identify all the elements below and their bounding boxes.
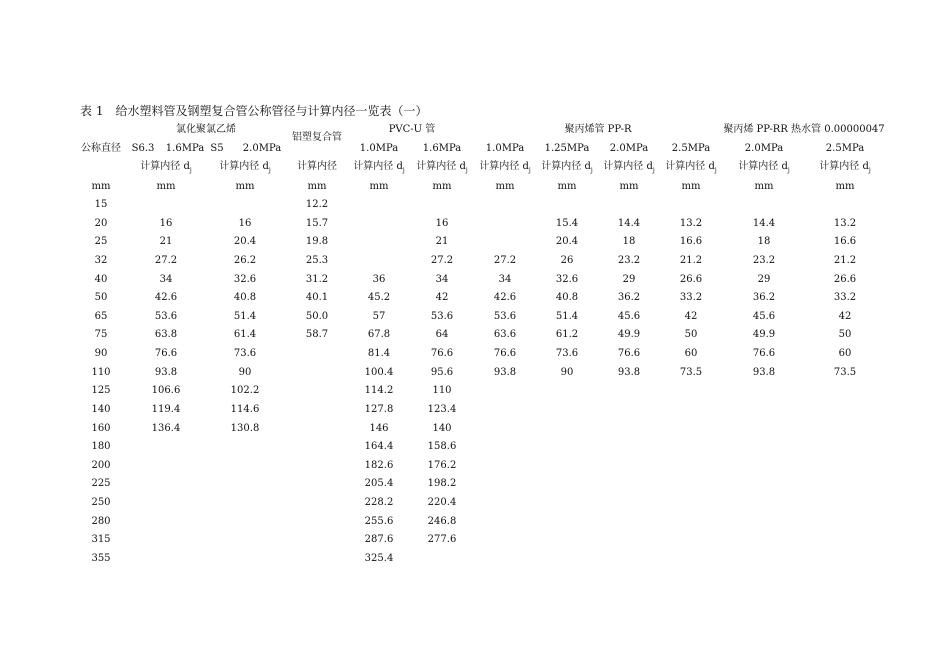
calc-header-plain: 计算内径 xyxy=(297,161,337,172)
table-cell: 95.6 xyxy=(430,366,454,378)
table-cell: 29 xyxy=(757,273,771,285)
table-cell: 16.6 xyxy=(679,236,703,248)
calc-header-label: 计算内径 d xyxy=(819,161,869,172)
table-cell: 73.5 xyxy=(833,366,857,378)
table-cell: 76.6 xyxy=(752,348,776,359)
table-cell: 127.8 xyxy=(364,403,394,415)
table-cell: 36.2 xyxy=(752,292,776,304)
table-cell: 21 xyxy=(435,236,449,248)
table-cell: 58.7 xyxy=(305,329,329,341)
table-cell: 27.2 xyxy=(493,254,517,266)
header-pvcu: PVC-U 管 xyxy=(388,124,436,135)
table-cell: 73.6 xyxy=(233,348,257,359)
table-cell: 158.6 xyxy=(427,441,457,453)
table-cell: 40.1 xyxy=(305,292,329,304)
header-nominal-diameter: 公称直径 xyxy=(81,143,121,154)
table-cell: 45.6 xyxy=(752,310,776,322)
calc-header xyxy=(541,161,592,177)
table-cell: 32.6 xyxy=(555,273,579,285)
table-cell: 90 xyxy=(560,366,574,378)
nominal-diameter-cell: 75 xyxy=(94,329,108,341)
unit-cell: mm xyxy=(681,181,701,192)
table-cell: 205.4 xyxy=(364,478,394,490)
header-ppr-2-5mpa: 2.5MPa xyxy=(671,143,711,154)
table-cell: 51.4 xyxy=(233,310,257,322)
table-cell: 61.4 xyxy=(233,329,257,341)
table-cell: 53.6 xyxy=(430,310,454,322)
table-cell: 27.2 xyxy=(154,254,178,266)
nominal-diameter-cell: 65 xyxy=(94,310,108,322)
table-cell: 60 xyxy=(838,348,852,359)
calc-header xyxy=(479,161,530,177)
calc-header-subscript: j xyxy=(714,167,717,174)
header-ppr: 聚丙烯管 PP-R xyxy=(564,124,632,135)
table-caption: 表 1 给水塑料管及钢塑复合管公称管径与计算内径一览表（一） xyxy=(80,104,428,118)
table-cell: 198.2 xyxy=(427,478,457,490)
table-cell: 45.2 xyxy=(367,292,391,304)
table-cell: 76.6 xyxy=(154,348,178,359)
header-cpvc-2-0mpa: 2.0MPa xyxy=(242,143,282,154)
header-ppr-1-0mpa: 1.0MPa xyxy=(485,143,525,154)
table-cell: 31.2 xyxy=(305,273,329,285)
table-cell: 50 xyxy=(684,329,698,341)
table-cell: 93.8 xyxy=(154,366,178,378)
table-cell: 34 xyxy=(159,273,173,285)
table-cell: 93.8 xyxy=(617,366,641,378)
table-cell: 255.6 xyxy=(364,515,394,527)
nominal-diameter-cell: 40 xyxy=(94,273,108,285)
table-cell: 16 xyxy=(435,217,449,229)
table-cell: 16 xyxy=(238,217,252,229)
table-cell: 18 xyxy=(757,236,771,248)
table-cell: 21.2 xyxy=(833,254,857,266)
table-cell: 21.2 xyxy=(679,254,703,266)
table-cell: 57 xyxy=(372,310,386,322)
table-cell: 102.2 xyxy=(230,385,260,397)
table-cell: 81.4 xyxy=(367,348,391,359)
table-cell: 45.6 xyxy=(617,310,641,322)
header-pprr-2-5mpa: 2.5MPa xyxy=(825,143,865,154)
table-cell: 176.2 xyxy=(427,459,457,471)
calc-header-subscript: j xyxy=(189,167,192,174)
nominal-diameter-cell: 315 xyxy=(91,534,111,546)
nominal-diameter-cell: 20 xyxy=(94,217,108,229)
table-cell: 21 xyxy=(159,236,173,248)
header-pprr: 聚丙烯 PP-RR 热水管 0.00000047 xyxy=(723,124,885,135)
table-cell: 49.9 xyxy=(752,329,776,341)
nominal-diameter-cell: 110 xyxy=(91,366,111,378)
nominal-diameter-cell: 200 xyxy=(91,459,111,471)
header-s5: S5 xyxy=(210,143,224,154)
table-cell: 13.2 xyxy=(679,217,703,229)
table-cell: 63.6 xyxy=(493,329,517,341)
calc-header-label: 计算内径 d xyxy=(541,161,591,172)
calc-header xyxy=(665,161,716,177)
table-cell: 287.6 xyxy=(364,534,394,546)
table-cell: 114.2 xyxy=(364,385,394,397)
table-cell: 14.4 xyxy=(752,217,776,229)
header-aluminum-plastic: 铝塑复合管 xyxy=(292,132,342,143)
unit-cell: mm xyxy=(156,181,176,192)
table-cell: 15.4 xyxy=(555,217,579,229)
table-cell: 12.2 xyxy=(305,199,329,210)
table-cell: 106.6 xyxy=(151,385,181,397)
table-cell: 50 xyxy=(838,329,852,341)
table-cell: 93.8 xyxy=(493,366,517,378)
unit-cell: mm xyxy=(754,181,774,192)
table-cell: 114.6 xyxy=(230,403,260,415)
table-cell: 61.2 xyxy=(555,329,579,341)
table-cell: 136.4 xyxy=(151,422,181,434)
calc-header-subscript: j xyxy=(590,167,593,174)
table-cell: 23.2 xyxy=(752,254,776,266)
table-cell: 73.5 xyxy=(679,366,703,378)
table-cell: 18 xyxy=(622,236,636,248)
table-cell: 51.4 xyxy=(555,310,579,322)
table-cell: 90 xyxy=(238,366,252,378)
table-cell: 110 xyxy=(432,385,452,397)
table-cell: 140 xyxy=(432,422,452,434)
calc-header xyxy=(219,161,270,177)
calc-header-subscript: j xyxy=(868,167,871,174)
table-cell: 123.4 xyxy=(427,403,457,415)
table-cell: 164.4 xyxy=(364,441,394,453)
table-cell: 100.4 xyxy=(364,366,394,378)
table-cell: 34 xyxy=(435,273,449,285)
calc-header-label: 计算内径 d xyxy=(665,161,715,172)
table-cell: 42 xyxy=(435,292,449,304)
table-cell: 49.9 xyxy=(617,329,641,341)
table-cell: 32.6 xyxy=(233,273,257,285)
table-cell: 33.2 xyxy=(679,292,703,304)
calc-header xyxy=(416,161,467,177)
table-cell: 29 xyxy=(622,273,636,285)
nominal-diameter-cell: 125 xyxy=(91,385,111,397)
calc-header-subscript: j xyxy=(787,167,790,174)
table-cell: 25.3 xyxy=(305,254,329,266)
nominal-diameter-cell: 180 xyxy=(91,441,111,453)
table-cell: 64 xyxy=(435,329,449,341)
unit-cell: mm xyxy=(369,181,389,192)
calc-header xyxy=(738,161,789,177)
table-cell: 277.6 xyxy=(427,534,457,546)
header-pvcu-1-6mpa: 1.6MPa xyxy=(422,143,462,154)
table-cell: 14.4 xyxy=(617,217,641,229)
table-cell: 15.7 xyxy=(305,217,329,229)
table-cell: 76.6 xyxy=(430,348,454,359)
table-cell: 20.4 xyxy=(233,236,257,248)
nominal-diameter-cell: 280 xyxy=(91,515,111,527)
table-cell: 36.2 xyxy=(617,292,641,304)
table-cell: 119.4 xyxy=(151,403,181,415)
table-cell: 246.8 xyxy=(427,515,457,527)
calc-header-label: 计算内径 d xyxy=(219,161,269,172)
nominal-diameter-cell: 25 xyxy=(94,236,108,248)
nominal-diameter-cell: 15 xyxy=(94,199,108,210)
table-cell: 40.8 xyxy=(555,292,579,304)
table-cell: 20.4 xyxy=(555,236,579,248)
table-cell: 228.2 xyxy=(364,497,394,509)
table-cell: 182.6 xyxy=(364,459,394,471)
calc-header-subscript: j xyxy=(268,167,271,174)
nominal-diameter-cell: 355 xyxy=(91,553,111,564)
header-pvcu-1-0mpa: 1.0MPa xyxy=(359,143,399,154)
table-cell: 26.2 xyxy=(233,254,257,266)
calc-header xyxy=(140,161,191,177)
calc-header-subscript: j xyxy=(528,167,531,174)
nominal-diameter-cell: 160 xyxy=(91,422,111,434)
unit-cell: mm xyxy=(432,181,452,192)
table-cell: 26.6 xyxy=(679,273,703,285)
table-cell: 220.4 xyxy=(427,497,457,509)
table-cell: 26.6 xyxy=(833,273,857,285)
table-cell: 325.4 xyxy=(364,553,394,564)
calc-header-label: 计算内径 d xyxy=(479,161,529,172)
table-cell: 27.2 xyxy=(430,254,454,266)
unit-cell: mm xyxy=(619,181,639,192)
nominal-diameter-cell: 140 xyxy=(91,403,111,415)
table-cell: 19.8 xyxy=(305,236,329,248)
table-cell: 93.8 xyxy=(752,366,776,378)
nominal-diameter-cell: 225 xyxy=(91,478,111,490)
nominal-diameter-cell: 32 xyxy=(94,254,108,266)
table-cell: 53.6 xyxy=(154,310,178,322)
nominal-diameter-cell: 250 xyxy=(91,497,111,509)
unit-cell: mm xyxy=(557,181,577,192)
table-cell: 16.6 xyxy=(833,236,857,248)
header-ppr-1-25mpa: 1.25MPa xyxy=(544,143,590,154)
unit-cell: mm xyxy=(835,181,855,192)
table-cell: 13.2 xyxy=(833,217,857,229)
table-cell: 63.8 xyxy=(154,329,178,341)
calc-header xyxy=(819,161,870,177)
nominal-diameter-cell: 50 xyxy=(94,292,108,304)
calc-header-subscript: j xyxy=(652,167,655,174)
table-cell: 34 xyxy=(498,273,512,285)
table-cell: 130.8 xyxy=(230,422,260,434)
table-cell: 36 xyxy=(372,273,386,285)
unit-cell: mm xyxy=(307,181,327,192)
table-cell: 50.0 xyxy=(305,310,329,322)
calc-header xyxy=(353,161,404,177)
calc-header xyxy=(603,161,654,177)
calc-header-label: 计算内径 d xyxy=(738,161,788,172)
table-cell: 42.6 xyxy=(154,292,178,304)
table-cell: 76.6 xyxy=(617,348,641,359)
table-cell: 67.8 xyxy=(367,329,391,341)
header-s63: S6.3 xyxy=(131,143,155,154)
unit-cell: mm xyxy=(91,181,111,192)
calc-header-label: 计算内径 d xyxy=(140,161,190,172)
header-cpvc: 氯化聚氯乙烯 xyxy=(176,124,236,135)
header-pprr-2-0mpa: 2.0MPa xyxy=(744,143,784,154)
table-cell: 73.6 xyxy=(555,348,579,359)
table-cell: 33.2 xyxy=(833,292,857,304)
calc-header-label: 计算内径 d xyxy=(416,161,466,172)
table-cell: 23.2 xyxy=(617,254,641,266)
calc-header-label: 计算内径 d xyxy=(353,161,403,172)
table-cell: 42.6 xyxy=(493,292,517,304)
table-cell: 26 xyxy=(560,254,574,266)
table-cell: 42 xyxy=(684,310,698,322)
table-cell: 146 xyxy=(369,422,389,434)
unit-cell: mm xyxy=(235,181,255,192)
table-cell: 16 xyxy=(159,217,173,229)
header-cpvc-1-6mpa: 1.6MPa xyxy=(165,143,205,154)
table-cell: 40.8 xyxy=(233,292,257,304)
table-cell: 53.6 xyxy=(493,310,517,322)
calc-header-subscript: j xyxy=(465,167,468,174)
unit-cell: mm xyxy=(495,181,515,192)
table-cell: 76.6 xyxy=(493,348,517,359)
header-ppr-2-0mpa: 2.0MPa xyxy=(609,143,649,154)
table-cell: 42 xyxy=(838,310,852,322)
calc-header-subscript: j xyxy=(402,167,405,174)
calc-header-label: 计算内径 d xyxy=(603,161,653,172)
table-cell: 60 xyxy=(684,348,698,359)
nominal-diameter-cell: 90 xyxy=(94,348,108,359)
